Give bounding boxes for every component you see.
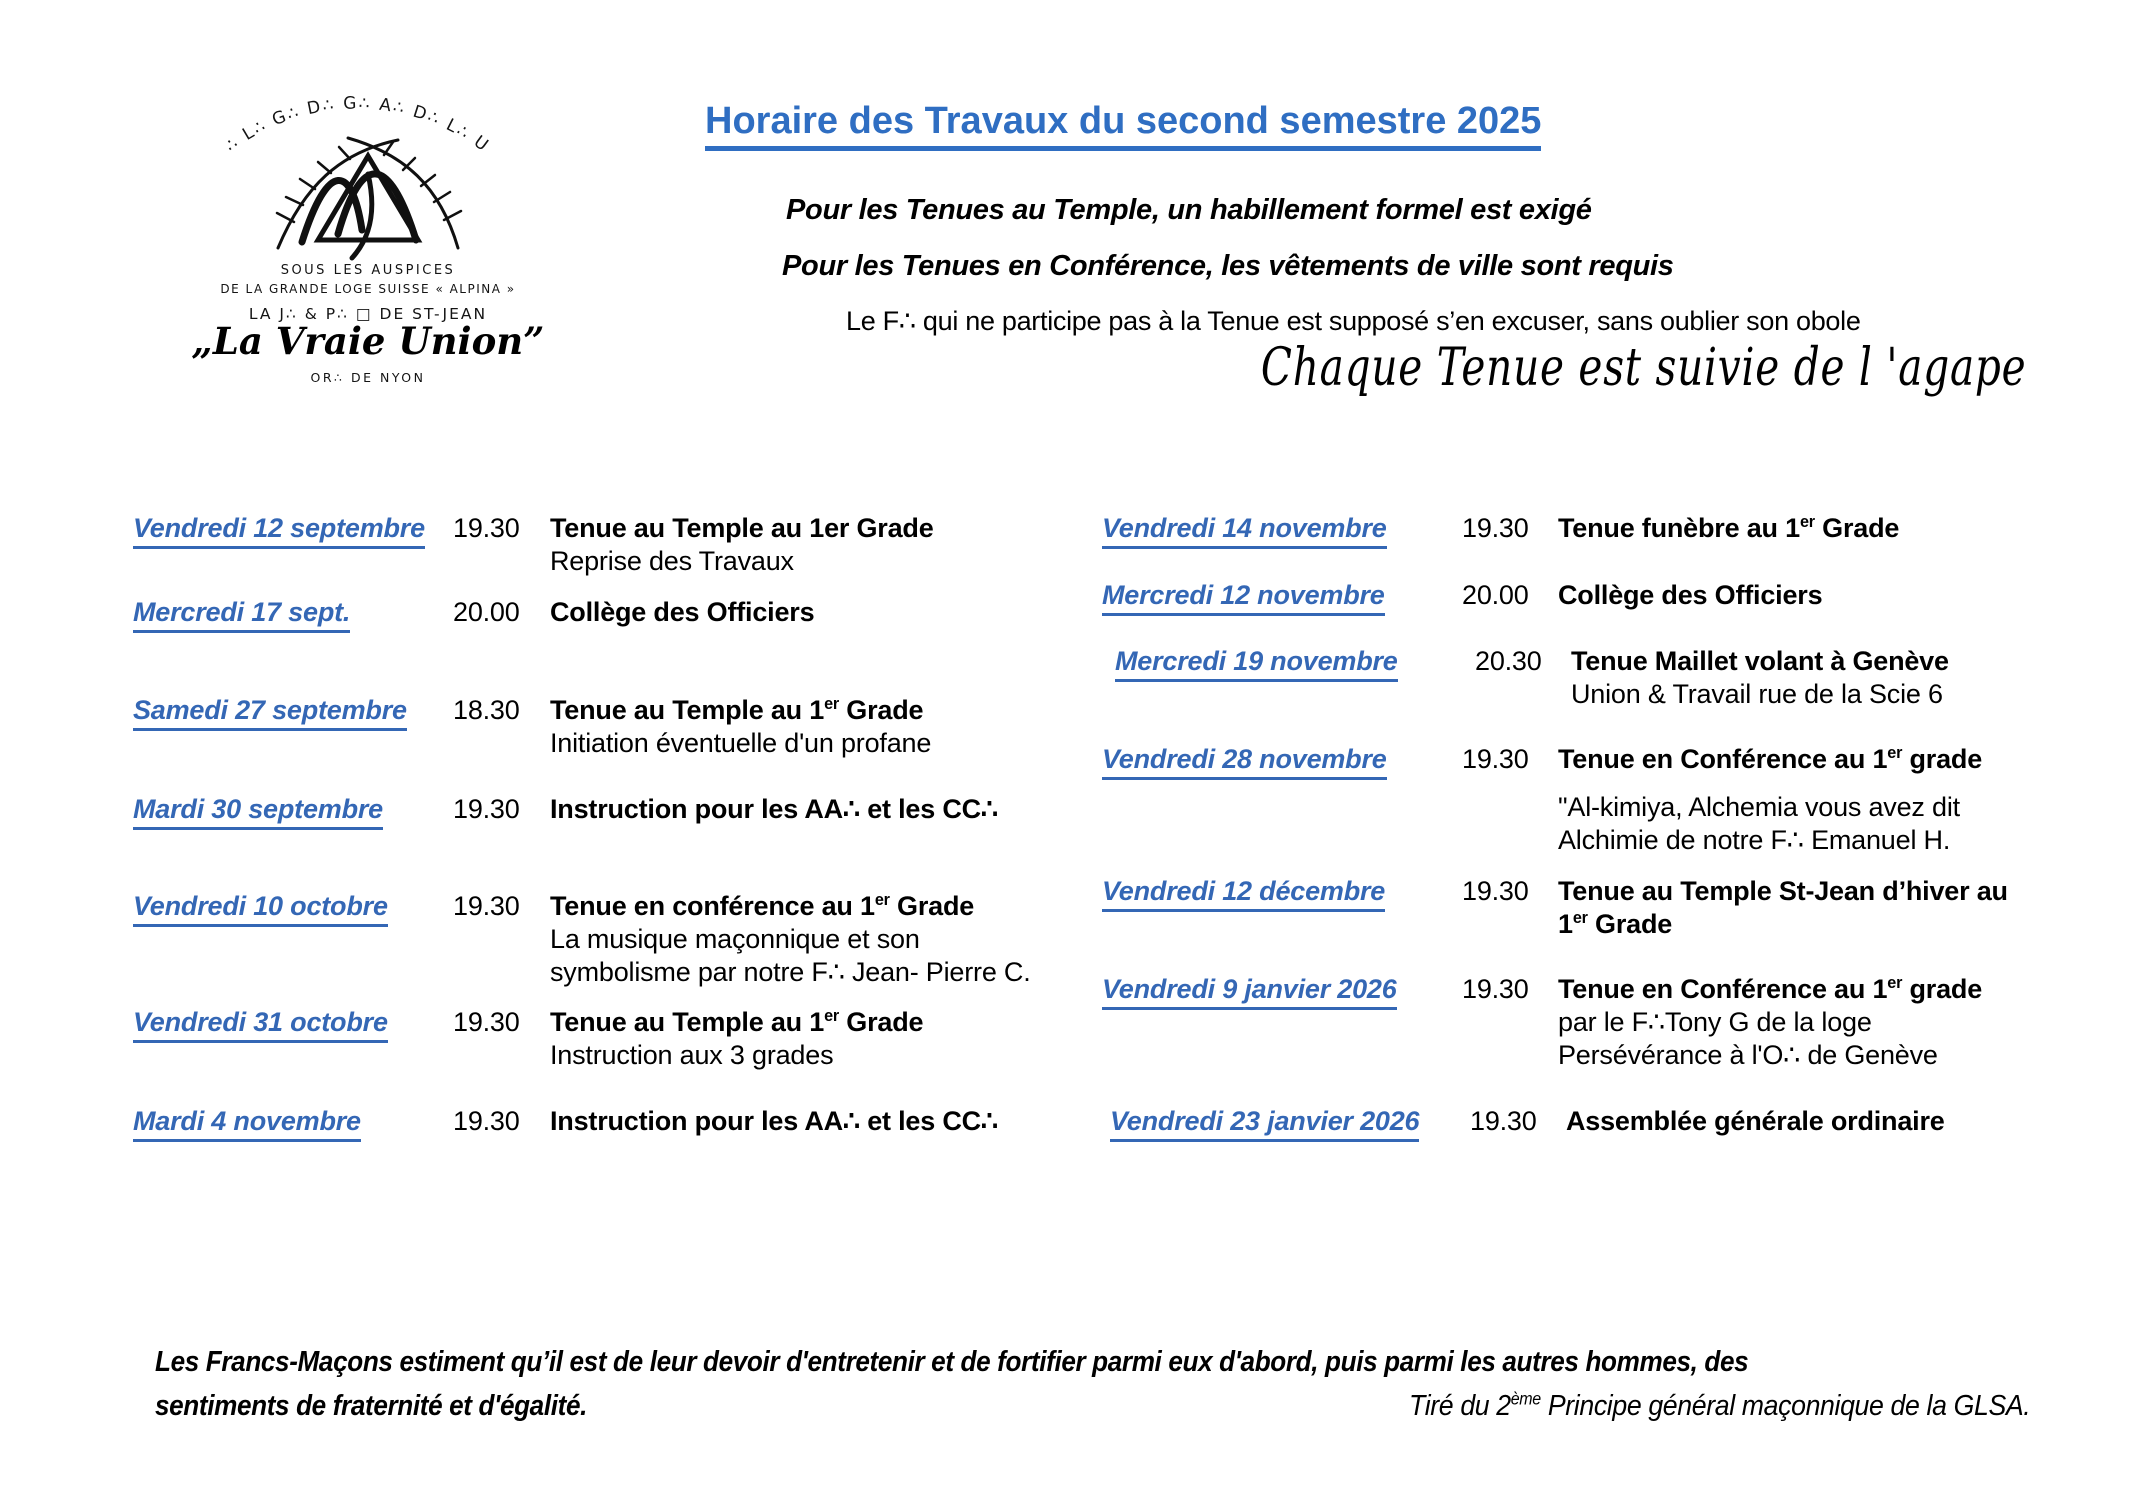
event-title: Tenue funèbre au 1er Grade (1558, 513, 1900, 543)
lodge-emblem (277, 138, 461, 258)
page-title: Horaire des Travaux du second semestre 2025 (705, 100, 1541, 151)
schedule-row (133, 1006, 1080, 1072)
event-title: Tenue Maillet volant à Genève (1571, 646, 1949, 676)
event-date-link[interactable]: Vendredi 23 janvier 2026 (1110, 1105, 1419, 1142)
schedule-row (1102, 512, 2010, 549)
schedule-row (1102, 1105, 2018, 1142)
event-detail: Instruction aux 3 grades (550, 1040, 834, 1070)
footer-principle-line-2: sentiments de fraternité et d'égalité. (155, 1390, 587, 1422)
event-detail: Initiation éventuelle d'un profane (550, 728, 932, 758)
event-time: 19.30 (453, 1106, 520, 1136)
logo-arc-text: A∴ L∴ G∴ D∴ G∴ A∴ D∴ L∴ U∴ (193, 73, 494, 157)
event-title: Tenue au Temple au 1er Grade (550, 695, 924, 725)
event-description (1558, 743, 2010, 857)
event-time: 19.30 (453, 513, 520, 543)
event-title: Tenue en conférence au 1er Grade (550, 891, 975, 921)
schedule-row (1102, 579, 2010, 616)
event-description (1566, 1105, 2018, 1138)
event-title: Collège des Officiers (1558, 580, 1823, 610)
event-date-link[interactable]: Samedi 27 septembre (133, 694, 407, 731)
logo-orient-line: OR∴ DE NYON (310, 370, 426, 385)
logo-arc-container (193, 73, 493, 157)
schedule-row (1102, 743, 2010, 857)
event-date-link[interactable]: Mardi 4 novembre (133, 1105, 361, 1142)
event-detail: Persévérance à l'O∴ de Genève (1558, 1040, 1938, 1070)
event-title: Instruction pour les AA∴ et les CC∴ (550, 794, 998, 824)
dress-code-conference-line: Pour les Tenues en Conférence, les vêtements de ville sont requis (782, 250, 1674, 282)
event-description (550, 793, 1080, 826)
event-time: 19.30 (453, 794, 520, 824)
event-detail: La musique maçonnique et son (550, 924, 920, 954)
event-time: 20.00 (1462, 580, 1529, 610)
event-description (1558, 973, 2010, 1072)
event-description (550, 890, 1080, 989)
event-title: Tenue en Conférence au 1er grade (1558, 974, 1983, 1004)
logo-lodge-name: „La Vraie Union” (191, 319, 545, 363)
schedule-row (133, 596, 1080, 633)
event-detail: symbolisme par notre F∴ Jean- Pierre C. (550, 957, 1031, 987)
event-title: Instruction pour les AA∴ et les CC∴ (550, 1106, 998, 1136)
event-title: Collège des Officiers (550, 597, 815, 627)
event-time: 20.30 (1475, 646, 1542, 676)
event-description (1558, 512, 2010, 545)
event-detail: Alchimie de notre F∴ Emanuel H. (1558, 825, 1951, 855)
event-date-link[interactable]: Vendredi 12 décembre (1102, 875, 1385, 912)
logo-auspices-line: SOUS LES AUSPICES (280, 263, 456, 278)
event-date-link[interactable]: Mercredi 19 novembre (1115, 645, 1398, 682)
event-time: 19.30 (1462, 876, 1529, 906)
schedule-row (133, 694, 1080, 760)
event-date-link[interactable]: Mardi 30 septembre (133, 793, 383, 830)
event-date-link[interactable]: Mercredi 17 sept. (133, 596, 350, 633)
event-title: Tenue au Temple St-Jean d’hiver au 1er Grade (1558, 876, 2008, 939)
event-date-link[interactable]: Vendredi 10 octobre (133, 890, 388, 927)
schedule-row (133, 793, 1080, 830)
event-title: Tenue en Conférence au 1er grade (1558, 744, 1983, 774)
excuse-note-line: Le F∴ qui ne participe pas à la Tenue est supposé s’en excuser, sans oublier son obole (846, 306, 1861, 336)
event-time: 19.30 (453, 891, 520, 921)
schedule-row (1102, 875, 2010, 941)
event-date-link[interactable]: Vendredi 14 novembre (1102, 512, 1387, 549)
dress-code-temple-line: Pour les Tenues au Temple, un habillement formel est exigé (786, 194, 1592, 226)
event-time: 19.30 (1462, 513, 1529, 543)
event-description (550, 694, 1080, 760)
schedule-row (1102, 973, 2010, 1072)
event-date-link[interactable]: Mercredi 12 novembre (1102, 579, 1385, 616)
event-title: Assemblée générale ordinaire (1566, 1106, 1945, 1136)
event-description (550, 512, 1080, 578)
event-description (1558, 875, 2010, 941)
event-title: Tenue au Temple au 1er Grade (550, 1007, 924, 1037)
event-time: 20.00 (453, 597, 520, 627)
event-time: 19.30 (1462, 744, 1529, 774)
event-detail: par le F∴Tony G de la loge (1558, 1007, 1872, 1037)
event-date-link[interactable]: Vendredi 9 janvier 2026 (1102, 973, 1397, 1010)
logo-lodge-type-line: LA J∴ & P∴ □ DE ST-JEAN (248, 305, 488, 323)
event-time: 19.30 (453, 1007, 520, 1037)
event-description (550, 596, 1080, 629)
schedule-row (133, 890, 1080, 989)
event-detail: Reprise des Travaux (550, 546, 794, 576)
event-time: 18.30 (453, 695, 520, 725)
event-date-link[interactable]: Vendredi 12 septembre (133, 512, 425, 549)
agape-note-line: Chaque Tenue est suivie de l 'agape (1260, 338, 2026, 398)
lodge-logo (191, 73, 545, 400)
footer-attribution: Tiré du 2ème Principe général maçonnique de la GLSA. (1408, 1388, 2030, 1422)
schedule-row (133, 512, 1080, 578)
event-time: 19.30 (1470, 1106, 1537, 1136)
footer-principle-line-1: Les Francs-Maçons estiment qu’il est de leur devoir d'entretenir et de fortifier parmi eux d'abord, puis parmi les autres hommes, des (155, 1346, 1749, 1378)
event-description (550, 1105, 1080, 1138)
event-date-link[interactable]: Vendredi 31 octobre (133, 1006, 388, 1043)
event-description (550, 1006, 1080, 1072)
schedule-row (1102, 645, 2023, 711)
event-title: Tenue au Temple au 1er Grade (550, 513, 934, 543)
logo-grand-lodge-line: DE LA GRANDE LOGE SUISSE « ALPINA » (220, 282, 516, 296)
event-detail: "Al-kimiya, Alchemia vous avez dit (1558, 792, 1960, 822)
event-description (1558, 579, 2010, 612)
event-detail: Union & Travail rue de la Scie 6 (1571, 679, 1943, 709)
event-description (1571, 645, 2023, 711)
schedule-row (133, 1105, 1080, 1142)
event-date-link[interactable]: Vendredi 28 novembre (1102, 743, 1387, 780)
event-time: 19.30 (1462, 974, 1529, 1004)
